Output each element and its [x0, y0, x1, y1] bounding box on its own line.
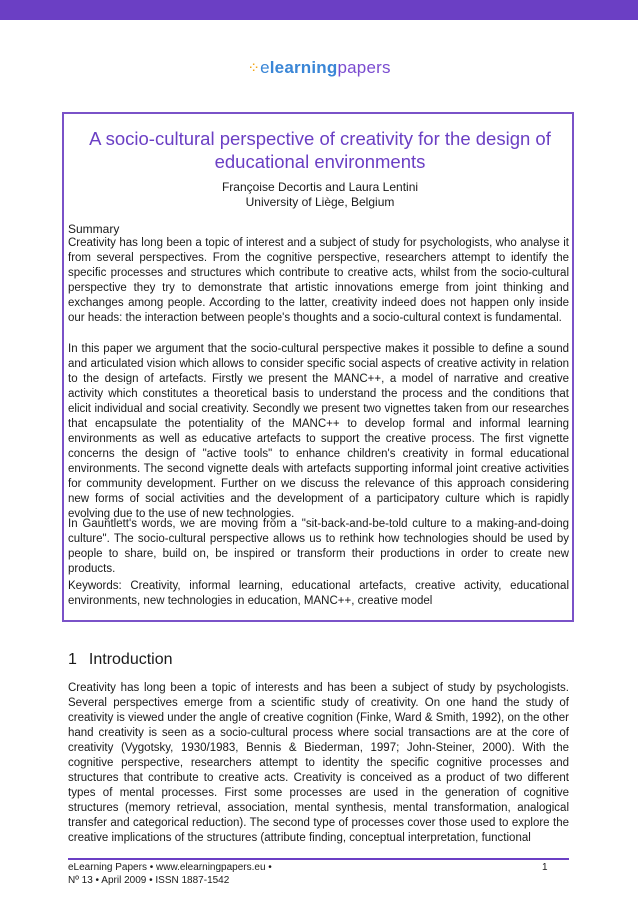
footer-divider: [68, 858, 569, 860]
keywords-text: Creativity, informal learning, educational artefacts, creative activity, educational environments, new technologies in education, MANC++, creative model: [68, 580, 569, 607]
affiliation: University of Liège, Belgium: [245, 195, 395, 209]
authors: Françoise Decortis and Laura Lentini: [221, 180, 419, 194]
page-number: 1: [542, 862, 548, 873]
body-paragraph: Creativity has long been a topic of interests and has been a subject of study by psychologists. Several perspectives emerge from a scientific study of creativity. On one hand the study of creativity is viewed under the angle of creative cognition (Finke, Ward & Smith, 1992), on the other hand creativity is seen as a socio-cultural process where social transactions are at the core of creativity (Vygotsky, 1930/1983, Bennis & Biederman, 1997; John-Steiner, 2000). With the cognitive perspective, researchers attempt to identity the specific cognitive processes and structures that contribute to creative acts. Creativity is conceived as a product of two different types of mental processes. First some processes are used in the generation of cognitive structures (memory retrieval, association, mental synthesis, mental transformation, analogical transfer and categorical reduction). The second type of processes cover those used to explore the creative implications of the structures (attribute finding, conceptual interpretation, functional: [68, 682, 569, 844]
abstract-paragraph: In Gauntlett's words, we are moving from a "sit-back-and-be-told culture to a making-and-doing culture". The socio-cultural perspective allows us to rethink how technologies should be used by people to share, build on, be inspired or transform their productions in order to create new products.: [68, 518, 569, 575]
logo-dots-icon: ⁘: [247, 60, 261, 77]
section-heading: [68, 650, 173, 670]
section-number: 1: [68, 651, 77, 668]
keywords: [68, 579, 569, 609]
elearningpapers-logo: ⁘elearningpapers: [247, 58, 391, 77]
top-banner: [0, 0, 638, 20]
paper-title: A socio-cultural perspective of creativity for the design of educational environments: [89, 128, 551, 172]
summary-heading: Summary: [68, 222, 120, 236]
section-title: Introduction: [88, 651, 173, 668]
abstract-paragraph: Creativity has long been a topic of interest and a subject of study for psychologists, who analyse it from several perspectives. From the cognitive perspective, researchers attempt to identify the specific processes and structures which contribute to creative acts, whilst from the socio-cultural perspective they try to demonstrate that artistic innovations emerge from joint thinking and exchanges among people. According to the latter, creativity indeed does not happen only inside our heads: the interaction between people's thoughts and a socio-cultural context is fundamental.: [68, 237, 569, 324]
footer-journal: eLearning Papers • www.elearningpapers.eu •: [68, 862, 272, 873]
abstract-paragraph: In this paper we argument that the socio-cultural perspective makes it possible to define a sound and articulated vision which allows to consider specific social aspects of creative activity in relation to the design of artefacts. Firstly we present the MANC++, a model of narrative and creative activity which constitutes a theoretical basis to understand the process and the conditions that elicit individual and social creativity. Secondly we present two vignettes taken from our researches that encapsulate the potentiality of the MANC++ to develop formal and informal learning environments as well as educative artefacts to support the creative process. The first vignette concerns the design of "active tools" to enhance children's creativity in formal educational environments. The second vignette deals with artefacts supporting informal joint creative activities for community development. Further on we discuss the relevance of this approach considering new forms of social activities and the development of a participatory culture which is rapidly evolving due to the use of new technologies.: [68, 343, 569, 520]
footer-issue: Nº 13 • April 2009 • ISSN 1887-1542: [68, 875, 230, 886]
keywords-label: Keywords:: [68, 580, 122, 592]
